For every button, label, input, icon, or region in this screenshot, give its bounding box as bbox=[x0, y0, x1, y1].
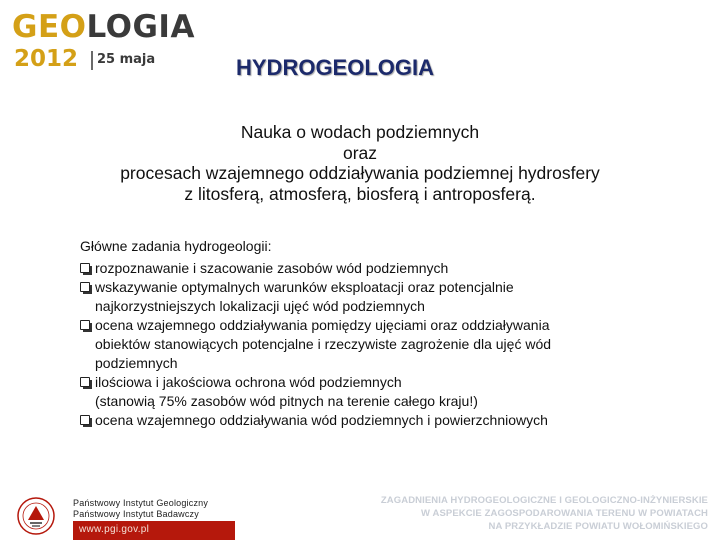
tasks-heading: Główne zadania hydrogeologii: bbox=[80, 238, 272, 254]
subtitle-line: z litosferą, atmosferą, biosferą i antroposferą. bbox=[184, 183, 536, 204]
logo-word-part1: GEO bbox=[12, 9, 87, 45]
tasks-section bbox=[80, 237, 680, 430]
subtitle-line: oraz bbox=[342, 142, 378, 163]
pgi-name-line: Państwowy Instytut Geologiczny bbox=[73, 498, 209, 508]
checkbox-bullet-icon bbox=[80, 320, 90, 330]
checkbox-bullet-icon bbox=[80, 377, 90, 387]
pgi-emblem-icon bbox=[16, 496, 56, 536]
list-item-line: podziemnych bbox=[95, 355, 178, 371]
subtitle-line: procesach wzajemnego oddziaływania podziemnej hydrosfery bbox=[120, 163, 600, 183]
list-item-line: najkorzystniejszych lokalizacji ujęć wód podziemnych bbox=[95, 298, 425, 314]
logo-date: 25 maja bbox=[97, 52, 156, 67]
pgi-names bbox=[73, 498, 235, 520]
project-title-line: NA PRZYKŁADZIE POWIATU WOŁOMIŃSKIEGO bbox=[488, 521, 708, 532]
pgi-info-box bbox=[73, 496, 235, 540]
project-title-line: ZAGADNIENIA HYDROGEOLOGICZNE I GEOLOGICZNO-INŻYNIERSKIE bbox=[380, 495, 708, 506]
pgi-name-line: Państwowy Instytut Badawczy bbox=[73, 509, 199, 519]
pgi-url-link[interactable]: www.pgi.gov.pl bbox=[79, 524, 150, 535]
list-item-line: ilościowa i jakościowa ochrona wód podziemnych bbox=[95, 374, 402, 390]
list-item-line: ocena wzajemnego oddziaływania wód podziemnych i powierzchniowych bbox=[95, 412, 548, 428]
subtitle bbox=[70, 122, 650, 204]
page-title: HYDROGEOLOGIA bbox=[236, 55, 435, 80]
project-title-line: W ASPEKCIE ZAGOSPODAROWANIA TERENU W POWIATACH bbox=[421, 508, 708, 519]
list-item bbox=[80, 259, 680, 278]
list-item bbox=[80, 278, 680, 316]
checkbox-bullet-icon bbox=[80, 282, 90, 292]
checkbox-bullet-icon bbox=[80, 415, 90, 425]
logo-wordmark bbox=[12, 10, 195, 44]
project-title bbox=[348, 494, 708, 533]
list-item-line: (stanowią 75% zasobów wód pitnych na terenie całego kraju!) bbox=[95, 393, 478, 409]
list-item-line: wskazywanie optymalnych warunków eksploatacji oraz potencjalnie bbox=[95, 279, 514, 295]
list-item-line: obiektów stanowiących potencjalne i rzeczywiste zagrożenie dla ujęć wód bbox=[95, 336, 552, 352]
logo-year: 2012 bbox=[14, 46, 79, 72]
list-item-line: ocena wzajemnego oddziaływania pomiędzy ujęciami oraz oddziaływania bbox=[95, 317, 550, 333]
list-item bbox=[80, 316, 680, 373]
pgi-url-bar bbox=[73, 521, 235, 540]
list-item bbox=[80, 411, 680, 430]
geologia-logo bbox=[12, 9, 195, 72]
checkbox-bullet-icon bbox=[80, 263, 90, 273]
subtitle-line: Nauka o wodach podziemnych bbox=[240, 122, 480, 142]
logo-separator bbox=[91, 51, 93, 70]
list-item bbox=[80, 373, 680, 411]
logo-word-part2: LOGIA bbox=[86, 9, 195, 45]
list-item-line: rozpoznawanie i szacowanie zasobów wód podziemnych bbox=[95, 260, 449, 276]
